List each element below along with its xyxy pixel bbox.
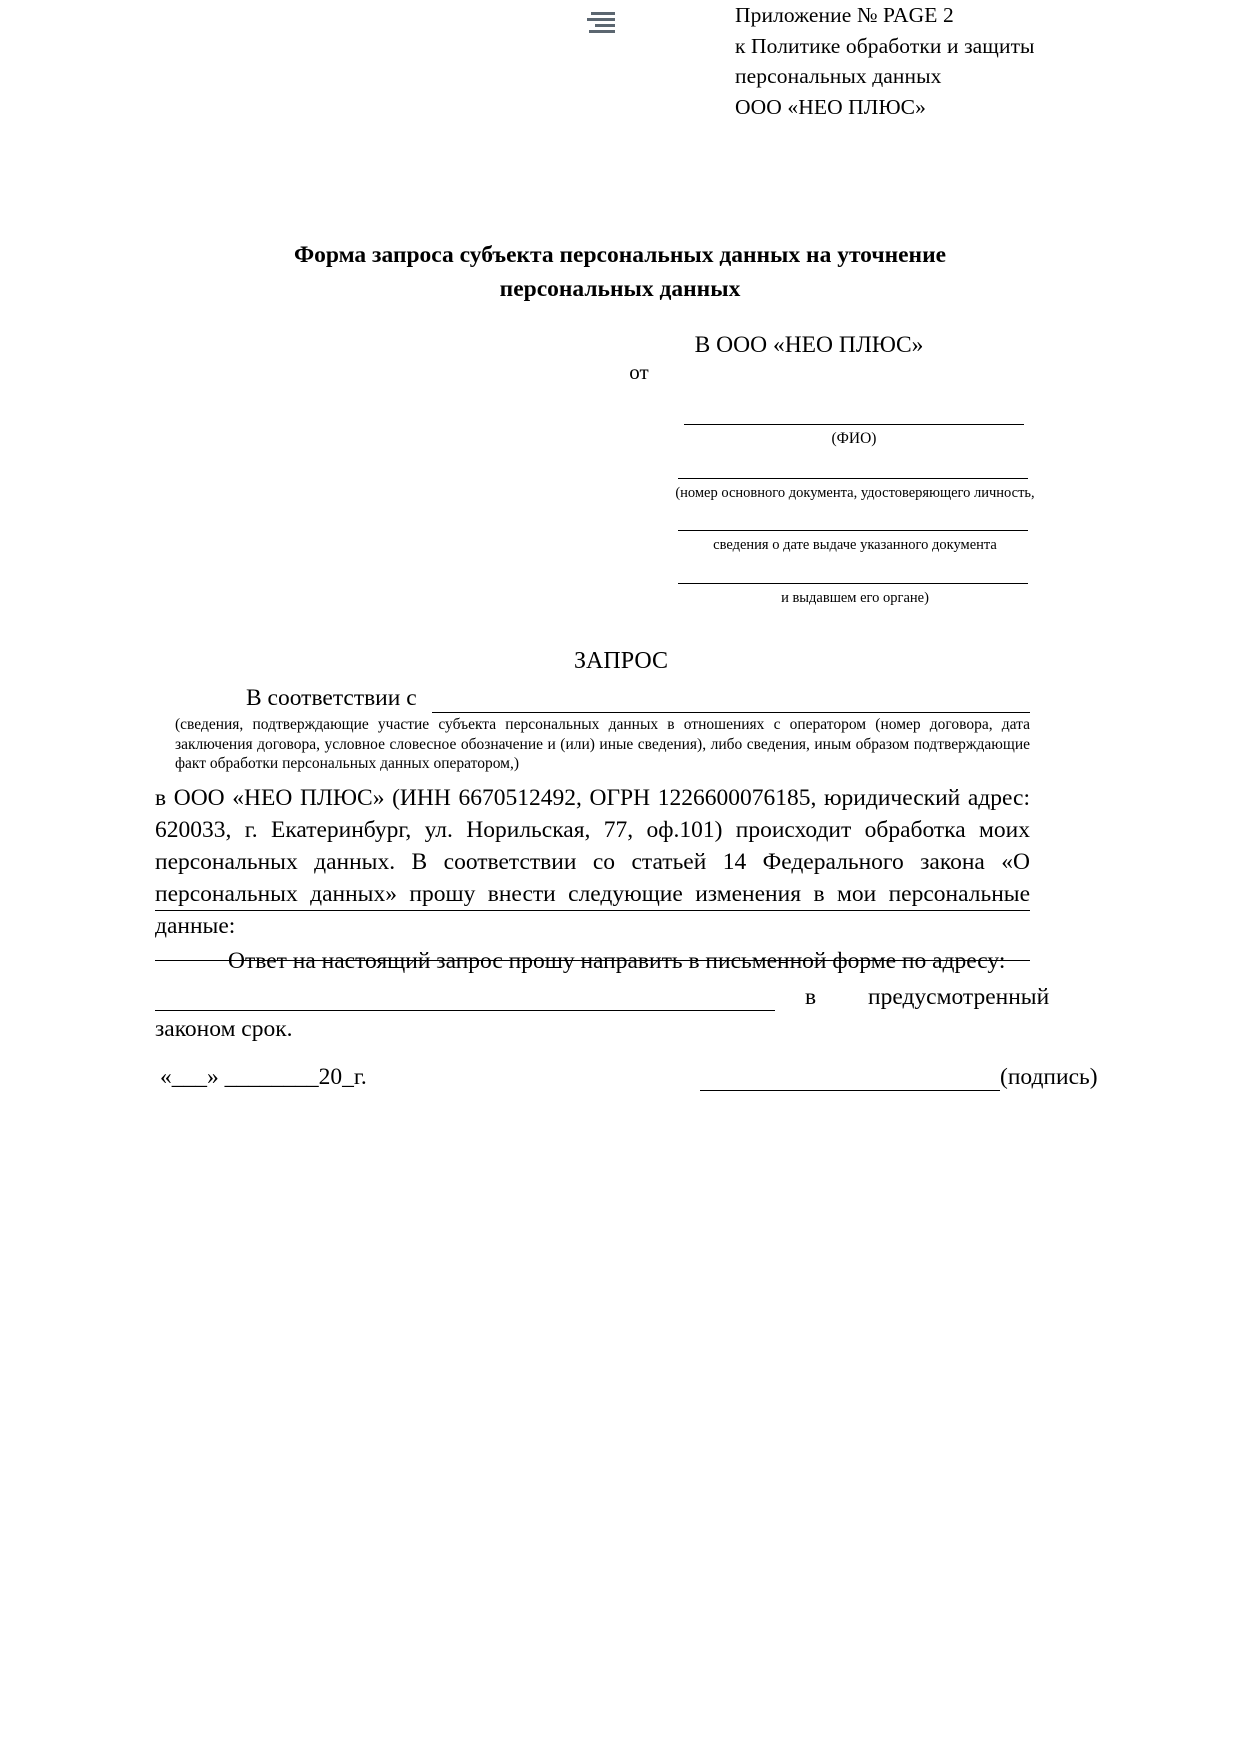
appendix-line-3: персональных данных — [735, 64, 942, 88]
fio-blank-line[interactable] — [684, 424, 1024, 425]
request-intro-blank-line[interactable] — [432, 712, 1030, 713]
page-title — [150, 238, 1090, 306]
signature-caption: (подпись) — [1000, 1064, 1098, 1090]
answer-tail-3: законом срок. — [155, 1016, 293, 1042]
request-note: (сведения, подтверждающие участие субъекта персональных данных в отношениях с оператором (номер договора, дата заключения договора, условное словесное обозначение и (или) иные сведения), либо сведения, иным образом подтверждающие факт обработки персональных данных оператором,) — [175, 716, 1030, 772]
doc-number-blank-line[interactable] — [678, 478, 1028, 479]
page-title-line-1: Форма запроса субъекта персональных данных на уточнение — [293, 242, 947, 268]
signature-blank-line[interactable] — [700, 1090, 1000, 1091]
answer-address-text: Ответ на настоящий запрос прошу направить в письменной форме по адресу: — [228, 948, 1006, 974]
caption-fio: (ФИО) — [831, 430, 877, 447]
page-title-line-2: персональных данных — [499, 276, 741, 302]
addressee-from: от — [629, 360, 649, 384]
appendix-line-4: ООО «НЕО ПЛЮС» — [735, 94, 926, 119]
appendix-line-2: к Политике обработки и защиты — [735, 33, 1035, 58]
addressee-to: В ООО «НЕО ПЛЮС» — [694, 332, 924, 358]
request-heading: ЗАПРОС — [574, 648, 668, 674]
caption-doc-number: (номер основного документа, удостоверяющего личность, — [675, 485, 1035, 501]
appendix-line-1: Приложение № PAGE 2 — [735, 3, 954, 27]
mark-line — [591, 12, 615, 15]
three-lines-mark-icon — [587, 12, 615, 36]
changes-blank-line-1[interactable] — [155, 910, 1030, 911]
mark-line — [589, 30, 615, 33]
answer-tail-2: предусмотренный — [868, 984, 1050, 1010]
mark-line — [587, 18, 615, 21]
doc-date-blank-line[interactable] — [678, 530, 1028, 531]
answer-address-blank-line[interactable] — [155, 1010, 775, 1011]
date-line[interactable]: «___» ________20_г. — [160, 1064, 367, 1090]
mark-line — [595, 24, 615, 27]
caption-doc-issuer: и выдавшем его органе) — [781, 590, 929, 606]
caption-doc-date: сведения о дате выдаче указанного документа — [713, 537, 997, 553]
answer-tail-1: в — [805, 984, 817, 1010]
request-body: в ООО «НЕО ПЛЮС» (ИНН 6670512492, ОГРН 1226600076185, юридический адрес: 620033, г. Екатеринбург, ул. Норильская, 77, оф.101) происходит обработка моих персональных данных. В соответствии со статьей 14 Федерального закона «О персональных данных» прошу внести следующие изменения в мои персональные данные: — [155, 785, 1030, 939]
doc-issuer-blank-line[interactable] — [678, 583, 1028, 584]
appendix-header — [735, 0, 1155, 122]
request-intro: В соответствии с — [246, 685, 417, 711]
